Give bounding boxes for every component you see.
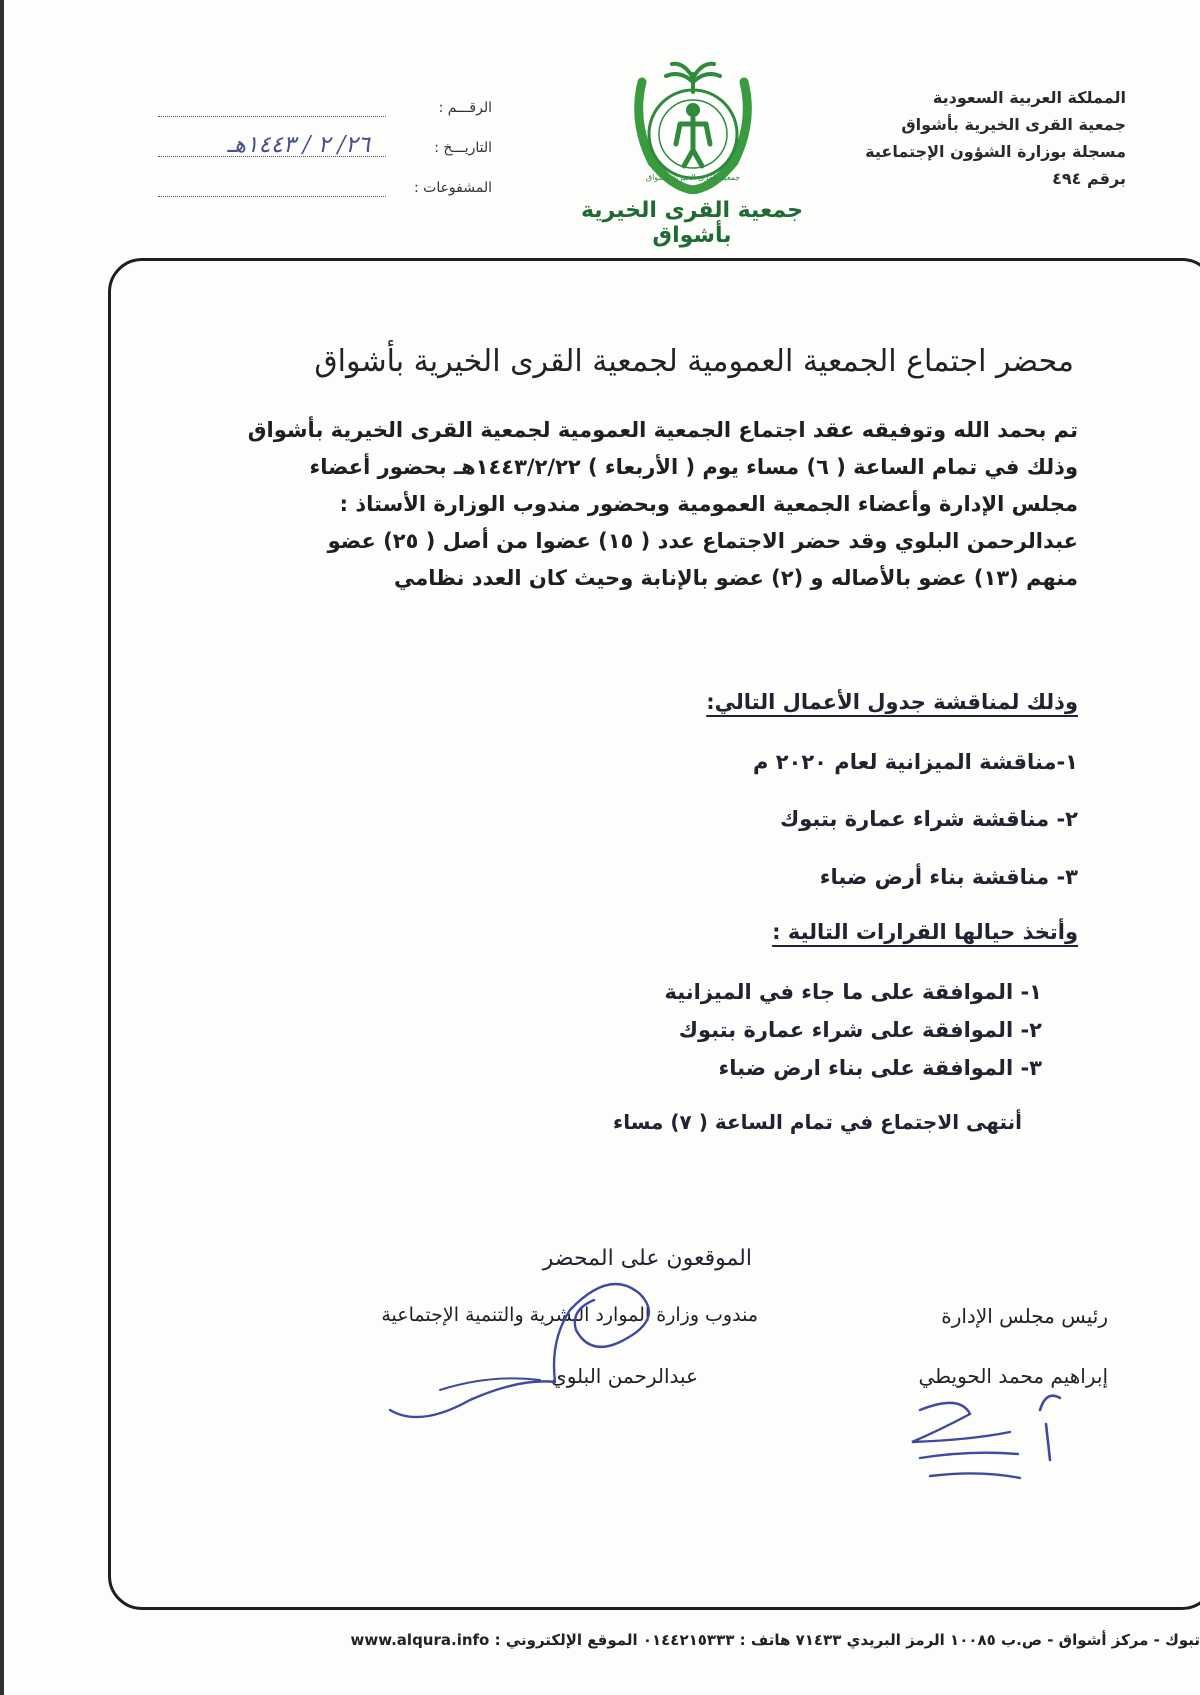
agenda-item: ١-مناقشة الميزانية لعام ٢٠٢٠ م	[753, 750, 1078, 774]
logo-wordmark: جمعية القرى الخيرية بأشواق	[580, 198, 804, 248]
paragraph-line: وذلك في تمام الساعة ( ٦) مساء يوم ( الأربعاء ) ١٤٤٣/٢/٢٢هـ بحضور أعضاء	[309, 455, 1078, 479]
number-label: الرقـــم :	[438, 100, 492, 116]
closing-line: أنتهى الاجتماع في تمام الساعة ( ٧) مساء	[612, 1110, 1022, 1134]
board-chair-signature	[900, 1380, 1080, 1490]
letterhead	[806, 84, 1126, 192]
document-title: محضر اجتماع الجمعية العمومية لجمعية القرى الخيرية بأشواق	[314, 344, 1074, 379]
agenda-heading: وذلك لمناقشة جدول الأعمال التالي:	[706, 690, 1078, 714]
ministry-representative-name: عبدالرحمن البلوي	[551, 1364, 698, 1388]
letterhead-country: المملكة العربية السعودية	[932, 88, 1126, 107]
attachments-label: المشفوعات :	[413, 180, 492, 196]
letterhead-registration: مسجلة بوزارة الشؤون الإجتماعية	[865, 142, 1126, 161]
date-handwritten-value: ٢٦/ ٢ / ١٤٤٣هـ	[227, 132, 370, 158]
paragraph-line: منهم (١٣) عضو بالأصاله و (٢) عضو بالإنابة وحيث كان العدد نظامي	[393, 566, 1078, 590]
board-chair-name: إبراهيم محمد الحويطي	[918, 1364, 1108, 1388]
decision-item: ١- الموافقة على ما جاء في الميزانية	[664, 980, 1042, 1004]
ministry-representative-role: مندوب وزارة الموارد البشرية والتنمية الإجتماعية	[381, 1304, 758, 1326]
decision-item: ٢- الموافقة على شراء عمارة بتبوك	[678, 1018, 1042, 1042]
paragraph-line: مجلس الإدارة وأعضاء الجمعية العمومية وبحضور مندوب الوزارة الأستاذ :	[339, 492, 1078, 516]
logo-ring-text: جمعية القرى الخيرية بأشواق	[645, 173, 741, 182]
attachments-field	[152, 176, 492, 216]
date-label: التاريـــخ :	[434, 140, 492, 156]
board-chair-role: رئيس مجلس الإدارة	[941, 1304, 1108, 1328]
decision-item: ٣- الموافقة على بناء ارض ضباء	[718, 1056, 1042, 1080]
agenda-item: ٢- مناقشة شراء عمارة بتبوك	[780, 807, 1078, 831]
charity-logo	[622, 52, 764, 194]
paragraph-line: تم بحمد الله وتوفيقه عقد اجتماع الجمعية العمومية لجمعية القرى الخيرية بأشواق	[247, 418, 1078, 442]
agenda-item: ٣- مناقشة بناء أرض ضباء	[819, 865, 1078, 889]
signatories-title: الموقعون على المحضر	[542, 1246, 752, 1271]
number-field	[152, 96, 492, 136]
meeting-paragraph	[78, 412, 1078, 597]
decisions-heading: وأتخذ حيالها القرارات التالية :	[772, 920, 1078, 944]
paragraph-line: عبدالرحمن البلوي وقد حضر الاجتماع عدد ( ١٥) عضوا من أصل ( ٢٥) عضو	[327, 529, 1078, 553]
letterhead-org: جمعية القرى الخيرية بأشواق	[901, 115, 1126, 134]
ministry-signature	[380, 1270, 680, 1440]
letterhead-reg-number: برقم ٤٩٤	[1052, 169, 1126, 188]
footer-contact: تبوك - مركز أشواق - ص.ب ١٠٠٨٥ الرمز البريدي ٧١٤٣٣ هاتف : ٠١٤٤٢١٥٣٣٣ الموقع الإلكتروني : www.alqura.info	[350, 1631, 1200, 1649]
scan-edge	[0, 0, 4, 1695]
date-field	[152, 132, 492, 176]
attachments-dotted-line	[158, 196, 386, 197]
reference-fields	[152, 96, 492, 216]
number-dotted-line	[158, 116, 386, 117]
